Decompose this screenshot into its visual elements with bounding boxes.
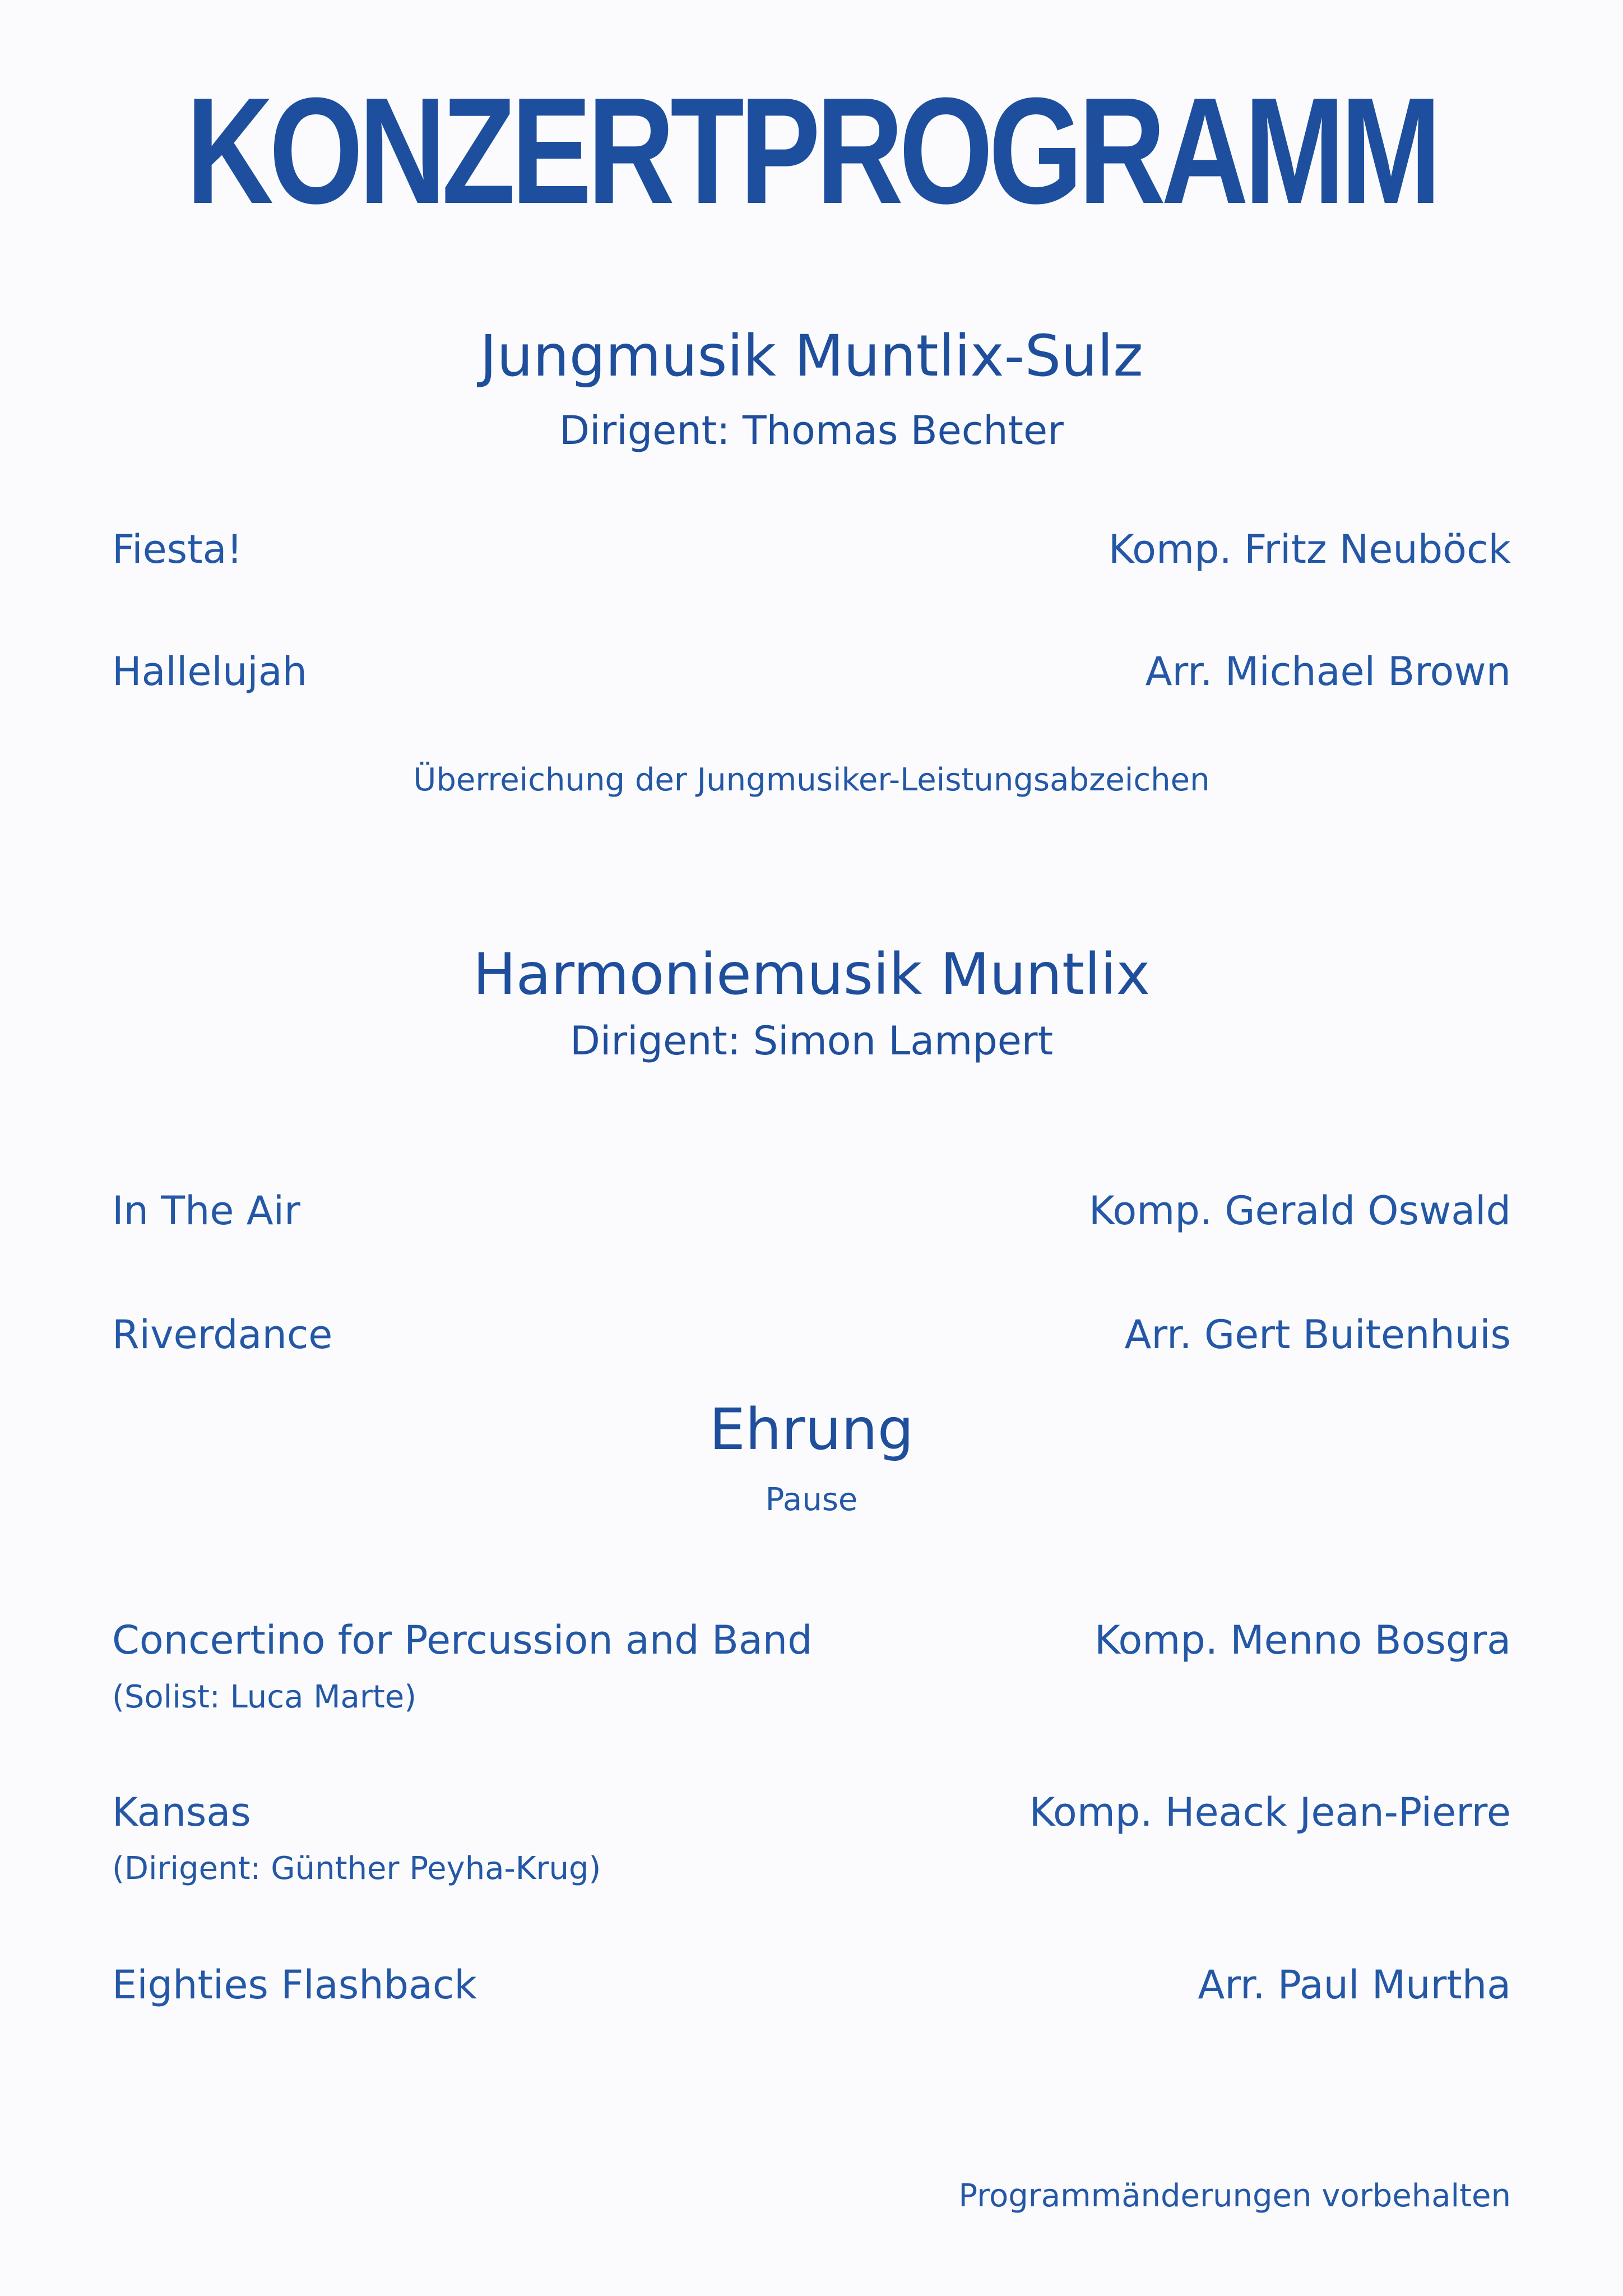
conductor-harmoniemusik: Dirigent: Simon Lampert <box>569 1018 1054 1064</box>
ensemble-title-jungmusik: Jungmusik Muntlix-Sulz <box>480 323 1143 390</box>
piece-title: Eighties Flashback <box>112 1962 477 2008</box>
conductor-jungmusik: Dirigent: Thomas Bechter <box>559 408 1064 453</box>
piece-detail: (Solist: Luca Marte) <box>112 1679 417 1715</box>
piece-title: In The Air <box>112 1188 300 1234</box>
piece-title: Fiesta! <box>112 526 243 572</box>
piece-credit: Komp. Fritz Neuböck <box>1108 526 1511 572</box>
award-note: Überreichung der Jungmusiker-Leistungsabzeichen <box>413 762 1210 798</box>
piece-credit: Arr. Paul Murtha <box>1198 1962 1511 2008</box>
page-title: KONZERTPROGRAMM <box>186 67 1437 235</box>
piece-credit: Arr. Gert Buitenhuis <box>1124 1312 1511 1358</box>
piece-title: Kansas <box>112 1789 251 1835</box>
piece-detail: (Dirigent: Günther Peyha-Krug) <box>112 1850 601 1887</box>
piece-credit: Komp. Menno Bosgra <box>1094 1617 1511 1663</box>
piece-title: Hallelujah <box>112 649 308 695</box>
piece-credit: Komp. Heack Jean-Pierre <box>1029 1789 1511 1835</box>
footer-note: Programmänderungen vorbehalten <box>958 2178 1511 2214</box>
piece-credit: Arr. Michael Brown <box>1145 649 1511 695</box>
honors-title: Ehrung <box>709 1396 914 1463</box>
ensemble-title-harmoniemusik: Harmoniemusik Muntlix <box>472 941 1151 1008</box>
piece-title: Concertino for Percussion and Band <box>112 1617 813 1663</box>
piece-credit: Komp. Gerald Oswald <box>1088 1188 1511 1234</box>
pause-label: Pause <box>765 1482 858 1518</box>
piece-title: Riverdance <box>112 1312 333 1358</box>
